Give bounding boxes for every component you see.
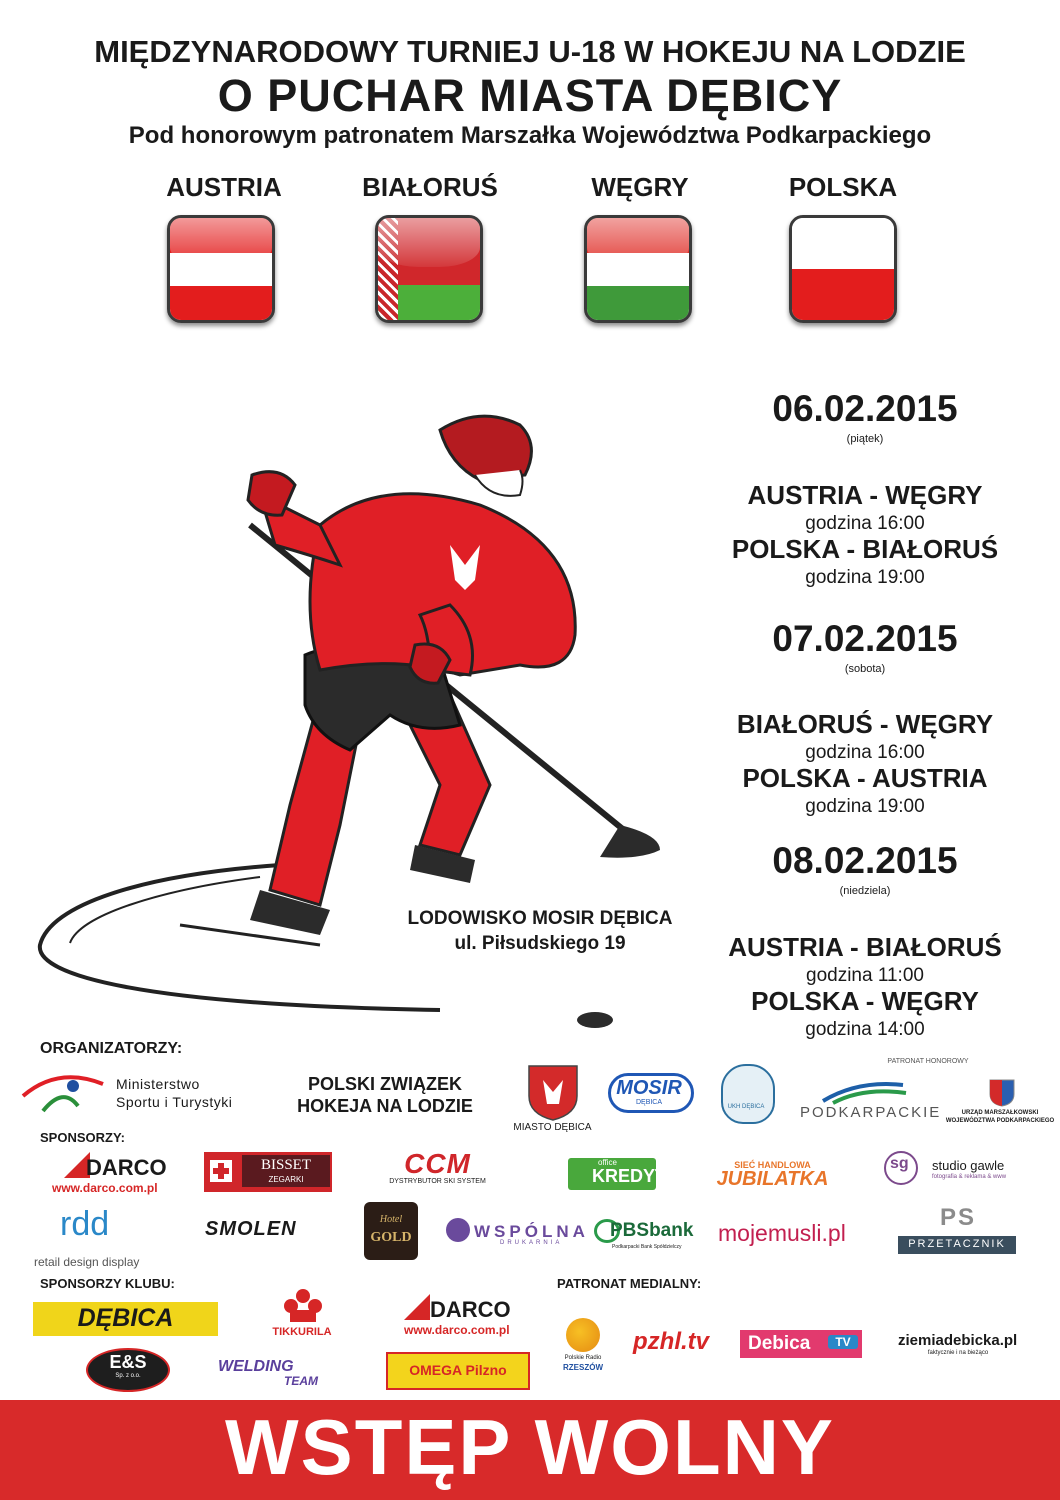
- debica-text: DĘBICA: [77, 1304, 174, 1332]
- bisset-sub: ZEGARKI: [268, 1175, 304, 1184]
- weekday-day-2: (sobota): [844, 663, 886, 675]
- ministry-line1: Ministerstwo: [116, 1076, 200, 1092]
- hotel-gold-text: GOLD: [370, 1230, 412, 1245]
- date-day-2: 07.02.2015: [772, 618, 958, 659]
- debicatv-text: Debica: [748, 1333, 811, 1354]
- rdd-sub: retail design display: [34, 1255, 140, 1269]
- patronage-label: PATRONAT HONOROWY: [887, 1058, 969, 1065]
- es-sub: Sp. z o.o.: [115, 1373, 141, 1379]
- match-1: AUSTRIA - WĘGRY: [747, 480, 983, 510]
- ps-mark: PS: [939, 1204, 976, 1231]
- darco-club-url: www.darco.com.pl: [404, 1323, 510, 1337]
- team-name-belarus: BIAŁORUŚ: [362, 172, 498, 202]
- patronage-subtitle: Pod honorowym patronatem Marszałka Województwa Podkarpackiego: [128, 122, 932, 149]
- match-6-time: godzina 14:00: [805, 1019, 925, 1040]
- club-crest-text: UKH DĘBICA: [727, 1104, 765, 1110]
- studio-gawle-mark-text: sg: [890, 1155, 909, 1172]
- free-entry-text: WSTĘP WOLNY: [225, 1403, 835, 1491]
- rdd-logo: rdd: [60, 1205, 110, 1243]
- team-name-hungary: WĘGRY: [591, 172, 689, 202]
- date-day-1: 06.02.2015: [772, 388, 958, 429]
- weekday-day-1: (piątek): [846, 433, 884, 445]
- pbs-sub: Podkarpacki Bank Spółdzielczy: [612, 1244, 682, 1250]
- pzhl-line2: HOKEJA NA LODZIE: [297, 1096, 473, 1116]
- bisset-text: BISSET: [260, 1157, 311, 1173]
- podkarpackie-text: PODKARPACKIE: [800, 1104, 942, 1121]
- venue-address: ul. Piłsudskiego 19: [454, 933, 626, 954]
- venue-name: LODOWISKO MOSIR DĘBICA: [407, 908, 673, 929]
- darco-url: www.darco.com.pl: [52, 1181, 158, 1195]
- trophy-title: O PUCHAR MIASTA DĘBICY: [217, 70, 843, 121]
- match-1-time: godzina 16:00: [805, 513, 925, 534]
- swiss-cross-h: [213, 1168, 229, 1174]
- welding-logo: WELDING: [218, 1358, 294, 1375]
- radio-line1: Polskie Radio: [564, 1355, 602, 1361]
- darco-logo: DARCO: [86, 1155, 167, 1180]
- darco-club-arrow-icon: [402, 1292, 432, 1322]
- weekday-day-3: (niedziela): [839, 885, 891, 897]
- club-sponsors-label: SPONSORZY KLUBU:: [40, 1276, 175, 1291]
- match-2: POLSKA - BIAŁORUŚ: [731, 534, 999, 564]
- flag-poland: [789, 215, 897, 323]
- date-day-3: 08.02.2015: [772, 840, 958, 881]
- podkarpackie-swoosh-icon: [818, 1075, 908, 1105]
- match-3-time: godzina 16:00: [805, 742, 925, 763]
- tikkurila-logo: TIKKURILA: [272, 1326, 332, 1338]
- flag-hungary: [584, 215, 692, 323]
- match-5-time: godzina 11:00: [806, 965, 924, 986]
- city-label: MIASTO DĘBICA: [513, 1122, 592, 1133]
- pzhltv-logo: pzhl.tv: [633, 1328, 709, 1355]
- tikkurila-crown-icon: [282, 1288, 324, 1324]
- ccm-logo: CCM: [404, 1148, 471, 1179]
- smolen-logo: SMOLEN: [205, 1218, 297, 1240]
- tournament-title: MIĘDZYNARODOWY TURNIEJ U-18 W HOKEJU NA LODZIE: [94, 34, 966, 69]
- studio-gawle-sub: fotografia & reklama & www: [932, 1174, 1007, 1180]
- omega-text: OMEGA Pilzno: [409, 1362, 507, 1378]
- match-5: AUSTRIA - BIAŁORUŚ: [728, 932, 1002, 962]
- voivodeship-arms-icon: [988, 1078, 1016, 1108]
- pbs-logo: PBSbank: [610, 1220, 694, 1241]
- wspolna-sub: DRUKARNIA: [500, 1240, 563, 1246]
- match-4-time: godzina 19:00: [805, 796, 925, 817]
- darco-club-logo: DARCO: [430, 1297, 511, 1322]
- kredyt-top: office: [598, 1158, 617, 1167]
- polish-radio-icon: [566, 1318, 600, 1352]
- welding-sub: TEAM: [284, 1374, 318, 1388]
- ministry-logo-icon: [18, 1066, 108, 1116]
- mosir-text: MOSIR: [616, 1077, 682, 1099]
- club-crest: [721, 1064, 775, 1124]
- match-2-time: godzina 19:00: [805, 567, 925, 588]
- ziemia-logo: ziemiadebicka.pl: [898, 1332, 1018, 1349]
- organizers-label: ORGANIZATORZY:: [40, 1040, 183, 1057]
- flag-austria: [167, 215, 275, 323]
- flag-belarus: [375, 215, 483, 323]
- urzad-line1: URZĄD MARSZAŁKOWSKI: [961, 1110, 1039, 1116]
- ministry-line2: Sportu i Turystyki: [116, 1094, 233, 1110]
- studio-gawle-logo: studio gawle: [932, 1158, 1005, 1173]
- team-name-poland: POLSKA: [788, 172, 898, 202]
- przetacznik-logo: PRZETACZNIK: [908, 1238, 1006, 1250]
- match-3: BIAŁORUŚ - WĘGRY: [736, 709, 994, 739]
- ccm-sub: DYSTRYBUTOR SKI SYSTEM: [389, 1178, 486, 1185]
- sponsors-label: SPONSORZY:: [40, 1130, 125, 1145]
- ziemia-sub: faktycznie i na bieżąco: [927, 1350, 989, 1356]
- es-text: E&S: [109, 1352, 147, 1372]
- urzad-line2: WOJEWÓDZTWA PODKARPACKIEGO: [945, 1118, 1055, 1124]
- match-6: POLSKA - WĘGRY: [751, 986, 979, 1016]
- kredyt-text: KREDYT: [592, 1166, 667, 1186]
- jubilatka-top: SIEĆ HANDLOWA: [734, 1160, 811, 1170]
- radio-line2: RZESZÓW: [563, 1363, 603, 1372]
- debicatv-badge: TV: [828, 1335, 858, 1349]
- jubilatka-logo: JUBILATKA: [716, 1168, 829, 1190]
- wspolna-logo: WSPÓLNA: [474, 1222, 589, 1241]
- pzhl-line1: POLSKI ZWIĄZEK: [308, 1074, 462, 1094]
- team-name-austria: AUSTRIA: [166, 172, 282, 202]
- mosir-sub: DĘBICA: [635, 1099, 663, 1106]
- city-coat-of-arms-icon: [525, 1062, 581, 1122]
- media-label: PATRONAT MEDIALNY:: [557, 1276, 702, 1291]
- hotel-gold-top: Hotel: [379, 1214, 403, 1225]
- match-4: POLSKA - AUSTRIA: [742, 763, 988, 793]
- wspolna-mark: [446, 1218, 470, 1242]
- mojemusli-logo: mojemusli.pl: [718, 1220, 846, 1246]
